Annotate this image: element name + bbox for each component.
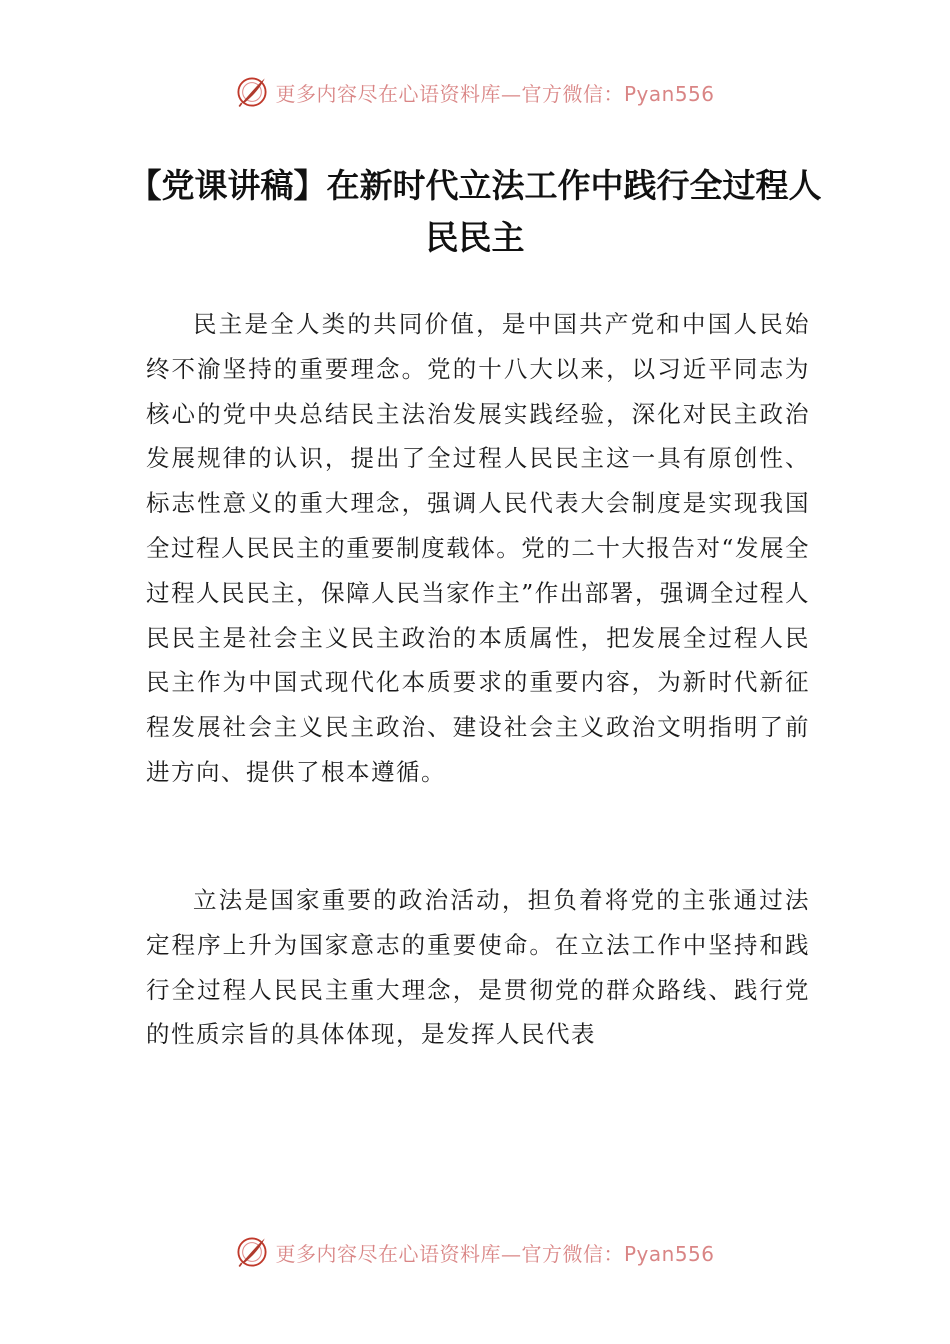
watermark-text: 更多内容尽在心语资料库—官方微信：Pyan556 xyxy=(275,81,715,106)
body-paragraph-2: 立法是国家重要的政治活动，担负着将党的主张通过法定程序上升为国家意志的重要使命。在立法工作中坚持和践行全过程人民民主重大理念，是贯彻党的群众路线、践行党的性质宗旨的具体体现，是发挥人民代表 xyxy=(146,886,810,1049)
watermark-text: 更多内容尽在心语资料库—官方微信：Pyan556 xyxy=(275,1241,715,1266)
body-paragraph-1: 民主是全人类的共同价值，是中国共产党和中国人民始终不渝坚持的重要理念。党的十八大以来，以习近平同志为核心的党中央总结民主法治发展实践经验，深化对民主政治发展规律的认识，提出了全过程人民民主这一具有原创性、标志性意义的重大理念，强调人民代表大会制度是实现我国全过程人民民主的重要制度载体。党的二十大报告对“发展全过程人民民主，保障人民当家作主”作出部署，强调全过程人民民主是社会主义民主政治的本质属性，把发展全过程人民民主作为中国式现代化本质要求的重要内容，为新时代新征程发展社会主义民主政治、建设社会主义政治文明指明了前进方向、提供了根本遵循。 xyxy=(146,310,810,786)
header-watermark xyxy=(0,72,950,112)
quill-circle-logo-icon xyxy=(235,1235,269,1269)
quill-circle-logo-icon xyxy=(235,75,269,109)
document-title: 【党课讲稿】在新时代立法工作中践行全过程人民民主 xyxy=(128,166,822,257)
footer-watermark xyxy=(0,1232,950,1272)
